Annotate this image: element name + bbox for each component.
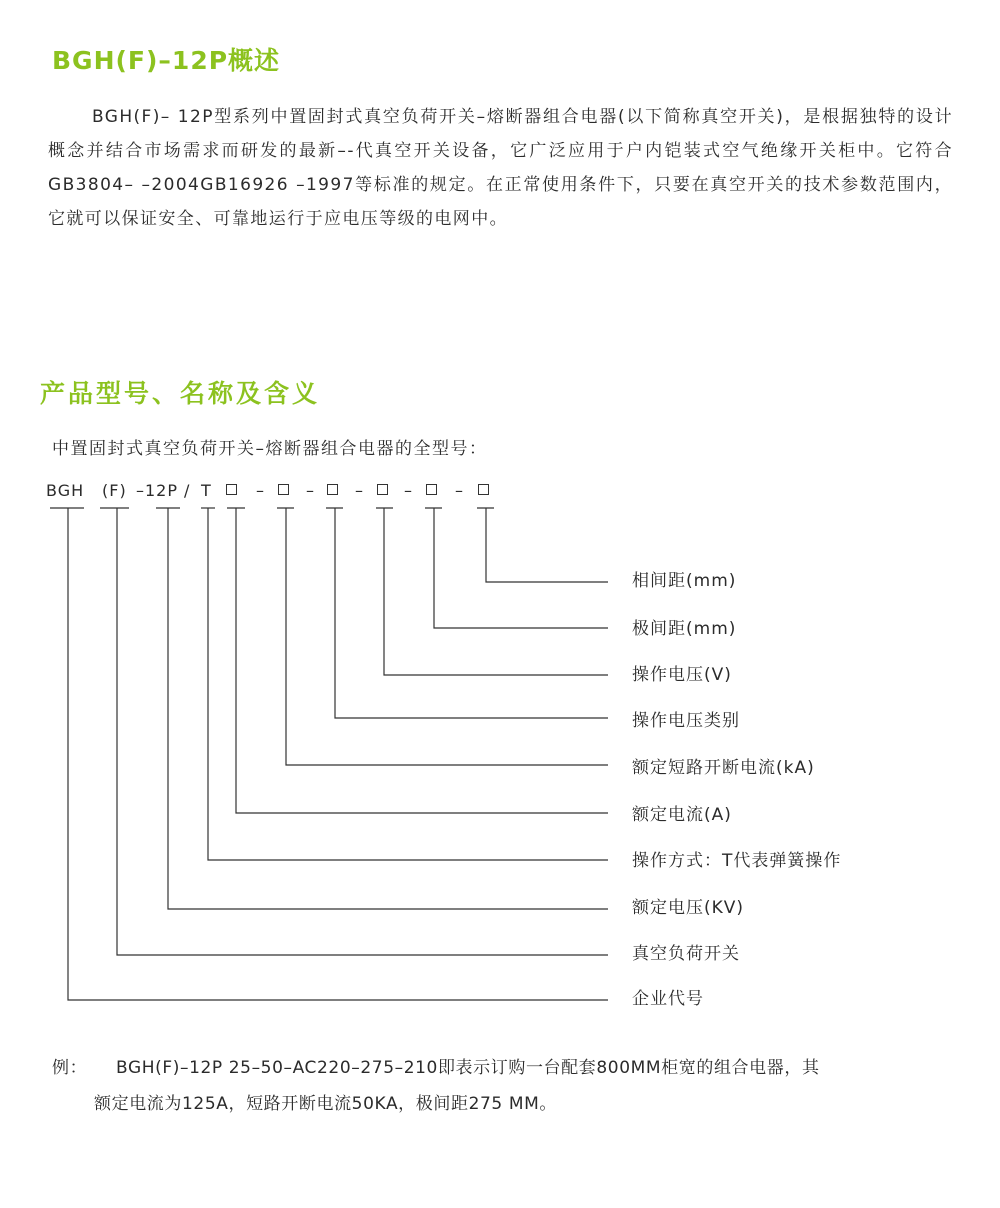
label-rated-current: 额定电流(A)	[632, 805, 732, 825]
label-operation-mode: 操作方式：T代表弹簧操作	[632, 851, 842, 871]
model-code-dash: –	[355, 481, 363, 500]
label-pole-spacing: 极间距(mm)	[632, 619, 737, 639]
leader-line	[486, 508, 608, 582]
model-code-voltage: –12P	[136, 481, 179, 500]
label-vacuum-switch: 真空负荷开关	[632, 944, 740, 964]
model-code-dash: –	[455, 481, 463, 500]
example-line-2: 额定电流为125A，短路开断电流50KA，极间距275 MM。	[94, 1094, 557, 1114]
overview-paragraph: BGH(F)– 12P型系列中置固封式真空负荷开关–熔断器组合电器(以下简称真空开关)，是根据独特的设计概念并结合市场需求而研发的最新–-代真空开关设备，它广泛应用于户内铠装式空气绝缘开关柜中。它符合GB3804– –2004GB16926 –1997等标准的规定。在正常使用条件下，只要在真空开关的技术参数范围内，它就可以保证安全、可靠地运行于应电压等级的电网中。	[48, 107, 953, 229]
leader-line	[434, 508, 608, 628]
model-subtitle: 中置固封式真空负荷开关–熔断器组合电器的全型号：	[52, 439, 488, 459]
leader-line	[335, 508, 608, 718]
label-rated-voltage: 额定电压(KV)	[632, 898, 745, 918]
leader-line	[384, 508, 608, 675]
model-code-f: (F)	[102, 481, 127, 500]
label-phase-spacing: 相间距(mm)	[632, 571, 737, 591]
label-company-code: 企业代号	[632, 989, 704, 1009]
model-code-t: T	[201, 481, 212, 500]
leader-line	[208, 508, 608, 860]
leader-line	[286, 508, 608, 765]
leader-line	[117, 508, 608, 955]
example-tag: 例：	[52, 1058, 88, 1078]
overview-heading: BGH(F)–12P概述	[52, 46, 281, 75]
leader-line	[236, 508, 608, 813]
model-code-dash: –	[404, 481, 412, 500]
leader-line	[168, 508, 608, 909]
model-code-slash: /	[184, 481, 191, 500]
example-line-1: BGH(F)–12P 25–50–AC220–275–210即表示订购一台配套800MM柜宽的组合电器，其	[116, 1058, 820, 1078]
example-text	[52, 1050, 952, 1122]
label-short-circuit-current: 额定短路开断电流(kA)	[632, 758, 815, 778]
label-voltage-type: 操作电压类别	[632, 711, 740, 731]
label-operating-voltage: 操作电压(V)	[632, 665, 732, 685]
model-code-dash: –	[256, 481, 264, 500]
model-code-bgh: BGH	[46, 481, 85, 500]
model-code-dash: –	[306, 481, 314, 500]
model-section-heading: 产品型号、名称及含义	[40, 379, 321, 408]
